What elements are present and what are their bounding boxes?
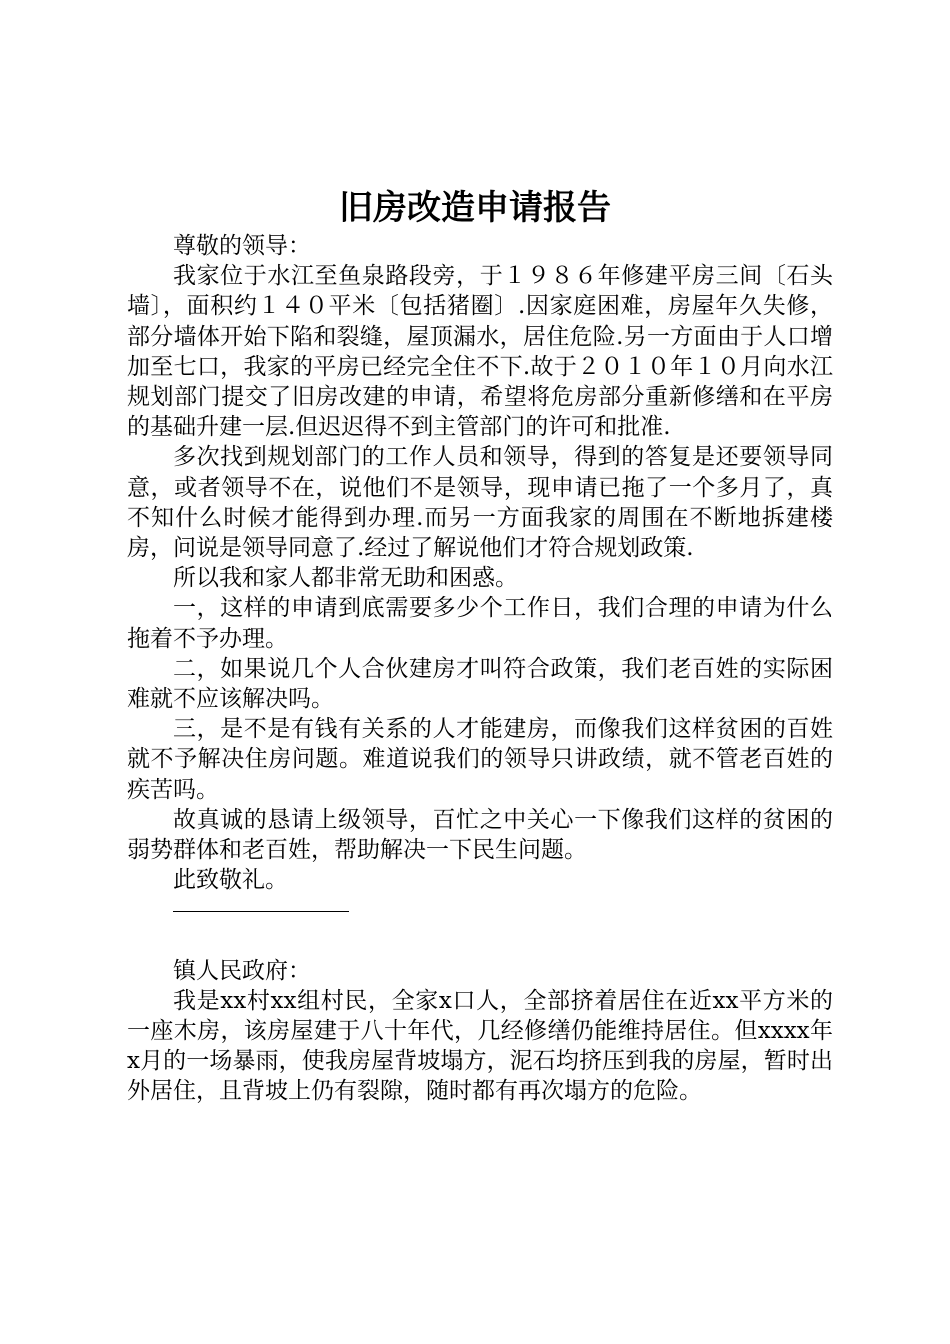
paragraph-3: 所以我和家人都非常无助和困惑。: [173, 565, 518, 592]
paragraph-2: 多次找到规划部门的工作人员和领导，得到的答复是还要领导同意，或者领导不在，说他们不是领导，现申请已拖了一个多月了，真不知什么时候才能得到办理.而另一方面我家的周围在不断地拆建楼房，问说是领导同意了.经过了解说他们才符合规划政策.: [127, 444, 833, 562]
salutation: 尊敬的领导：: [173, 233, 311, 259]
paragraph-6: 三，是不是有钱有关系的人才能建房，而像我们这样贫困的百姓就不予解决住房问题。难道说我们的领导只讲政绩，就不管老百姓的疾苦吗。: [127, 716, 833, 803]
paragraph-4: 一，这样的申请到底需要多少个工作日，我们合理的申请为什么拖着不予办理。: [127, 595, 833, 652]
blank-line: [127, 926, 833, 956]
separator-rule: [173, 911, 349, 912]
paragraph-1: 我家位于水江至鱼泉路段旁，于１９８６年修建平房三间〔石头墙〕，面积约１４０平米〔包括猪圈〕.因家庭困难，房屋年久失修，部分墙体开始下陷和裂缝，屋顶漏水，居住危险.另一方面由于人口增加至七口，我家的平房已经完全住不下.故于２０１０年１０月向水江规划部门提交了旧房改建的申请，希望将危房部分重新修缮和在平房的基础升建一层.但迟迟得不到主管部门的许可和批准.: [127, 263, 833, 441]
closing: 此致敬礼。: [173, 867, 288, 894]
separator-line: [127, 895, 833, 925]
document-title: 旧房改造申请报告: [339, 188, 611, 228]
paragraph-8: 我是xx村xx组村民，全家x口人，全部挤着居住在近xx平方米的一座木房，该房屋建于八十年代，几经修缮仍能维持居住。但xxxx年x月的一场暴雨，使我房屋背坡塌方，泥石均挤压到我的房屋，暂时出外居住，且背坡上仍有裂隙，随时都有再次塌方的危险。: [127, 987, 833, 1105]
paragraph-5: 二，如果说几个人合伙建房才叫符合政策，我们老百姓的实际困难就不应该解决吗。: [127, 655, 833, 713]
paragraph-7: 故真诚的恳请上级领导，百忙之中关心一下像我们这样的贫困的弱势群体和老百姓，帮助解决一下民生问题。: [127, 806, 833, 864]
salutation-2: 镇人民政府：: [173, 957, 311, 984]
document-body: [127, 231, 833, 1107]
